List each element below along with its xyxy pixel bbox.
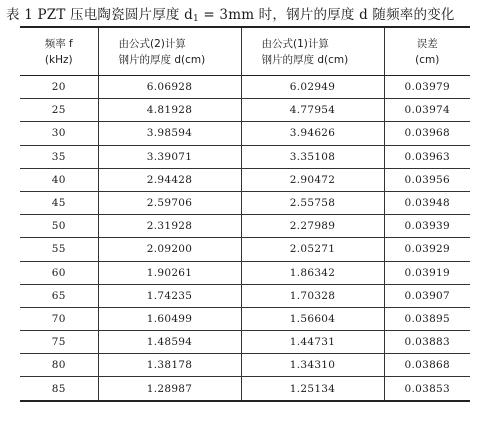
cell-error: 0.03919 [384, 261, 470, 284]
cell-thickness-formula1: 4.77954 [241, 99, 384, 122]
header-formula1-thickness [241, 27, 384, 76]
cell-error: 0.03963 [384, 145, 470, 168]
cell-error: 0.03979 [384, 76, 470, 99]
cell-thickness-formula2: 4.81928 [98, 99, 241, 122]
table-row [20, 238, 470, 261]
header-frequency [20, 27, 98, 76]
cell-error: 0.03883 [384, 331, 470, 354]
cell-error: 0.03968 [384, 122, 470, 145]
cell-thickness-formula2: 3.39071 [98, 145, 241, 168]
table-row [20, 261, 470, 284]
cell-frequency: 20 [20, 76, 98, 99]
caption-subscript: 1 [192, 14, 199, 24]
cell-thickness-formula2: 2.59706 [98, 191, 241, 214]
cell-frequency: 65 [20, 284, 98, 307]
cell-error: 0.03895 [384, 307, 470, 330]
cell-thickness-formula2: 1.28987 [98, 377, 241, 401]
caption-suffix: = 3mm 时，钢片的厚度 d 随频率的变化 [198, 7, 455, 23]
cell-error: 0.03939 [384, 215, 470, 238]
table-row [20, 284, 470, 307]
header-line: 误差 [416, 37, 438, 50]
table-row [20, 331, 470, 354]
cell-thickness-formula1: 2.05271 [241, 238, 384, 261]
cell-frequency: 40 [20, 168, 98, 191]
cell-frequency: 35 [20, 145, 98, 168]
header-line: 由公式(2)计算 [118, 37, 186, 50]
table-row [20, 307, 470, 330]
cell-thickness-formula1: 2.27989 [241, 215, 384, 238]
header-error [384, 27, 470, 76]
header-line: (kHz) [44, 53, 73, 66]
cell-thickness-formula1: 1.25134 [241, 377, 384, 401]
data-table [20, 26, 470, 402]
cell-thickness-formula1: 1.70328 [241, 284, 384, 307]
table-caption [6, 6, 486, 28]
cell-frequency: 55 [20, 238, 98, 261]
cell-error: 0.03956 [384, 168, 470, 191]
header-line: 由公式(1)计算 [261, 37, 329, 50]
cell-thickness-formula1: 1.86342 [241, 261, 384, 284]
table-body [20, 76, 470, 401]
cell-thickness-formula2: 2.31928 [98, 215, 241, 238]
cell-thickness-formula2: 6.06928 [98, 76, 241, 99]
table-row [20, 168, 470, 191]
cell-frequency: 80 [20, 354, 98, 377]
header-line: 钢片的厚度 d(cm) [261, 53, 349, 66]
cell-thickness-formula1: 3.94626 [241, 122, 384, 145]
table-header [20, 27, 470, 76]
header-line: (cm) [415, 53, 440, 66]
header-row [20, 27, 470, 76]
cell-thickness-formula2: 1.90261 [98, 261, 241, 284]
cell-thickness-formula1: 6.02949 [241, 76, 384, 99]
table-row [20, 377, 470, 401]
cell-thickness-formula2: 1.74235 [98, 284, 241, 307]
cell-error: 0.03853 [384, 377, 470, 401]
table-row [20, 76, 470, 99]
cell-thickness-formula1: 1.34310 [241, 354, 384, 377]
table-row [20, 215, 470, 238]
table-row [20, 354, 470, 377]
cell-thickness-formula2: 3.98594 [98, 122, 241, 145]
cell-frequency: 75 [20, 331, 98, 354]
header-line: 频率 f [44, 37, 73, 50]
cell-error: 0.03948 [384, 191, 470, 214]
cell-thickness-formula2: 2.94428 [98, 168, 241, 191]
cell-thickness-formula1: 1.44731 [241, 331, 384, 354]
cell-error: 0.03974 [384, 99, 470, 122]
cell-frequency: 85 [20, 377, 98, 401]
cell-thickness-formula2: 2.09200 [98, 238, 241, 261]
cell-frequency: 60 [20, 261, 98, 284]
cell-thickness-formula1: 1.56604 [241, 307, 384, 330]
cell-frequency: 50 [20, 215, 98, 238]
cell-frequency: 70 [20, 307, 98, 330]
cell-thickness-formula2: 1.60499 [98, 307, 241, 330]
cell-thickness-formula1: 2.90472 [241, 168, 384, 191]
table-row [20, 145, 470, 168]
caption-prefix: 表 1 PZT 压电陶瓷圆片厚度 d [6, 7, 193, 23]
cell-frequency: 30 [20, 122, 98, 145]
cell-frequency: 25 [20, 99, 98, 122]
cell-thickness-formula2: 1.38178 [98, 354, 241, 377]
cell-thickness-formula1: 2.55758 [241, 191, 384, 214]
cell-error: 0.03907 [384, 284, 470, 307]
cell-thickness-formula1: 3.35108 [241, 145, 384, 168]
cell-frequency: 45 [20, 191, 98, 214]
table-row [20, 191, 470, 214]
table-row [20, 99, 470, 122]
cell-thickness-formula2: 1.48594 [98, 331, 241, 354]
cell-error: 0.03868 [384, 354, 470, 377]
table-row [20, 122, 470, 145]
header-line: 钢片的厚度 d(cm) [118, 53, 206, 66]
header-formula2-thickness [98, 27, 241, 76]
cell-error: 0.03929 [384, 238, 470, 261]
